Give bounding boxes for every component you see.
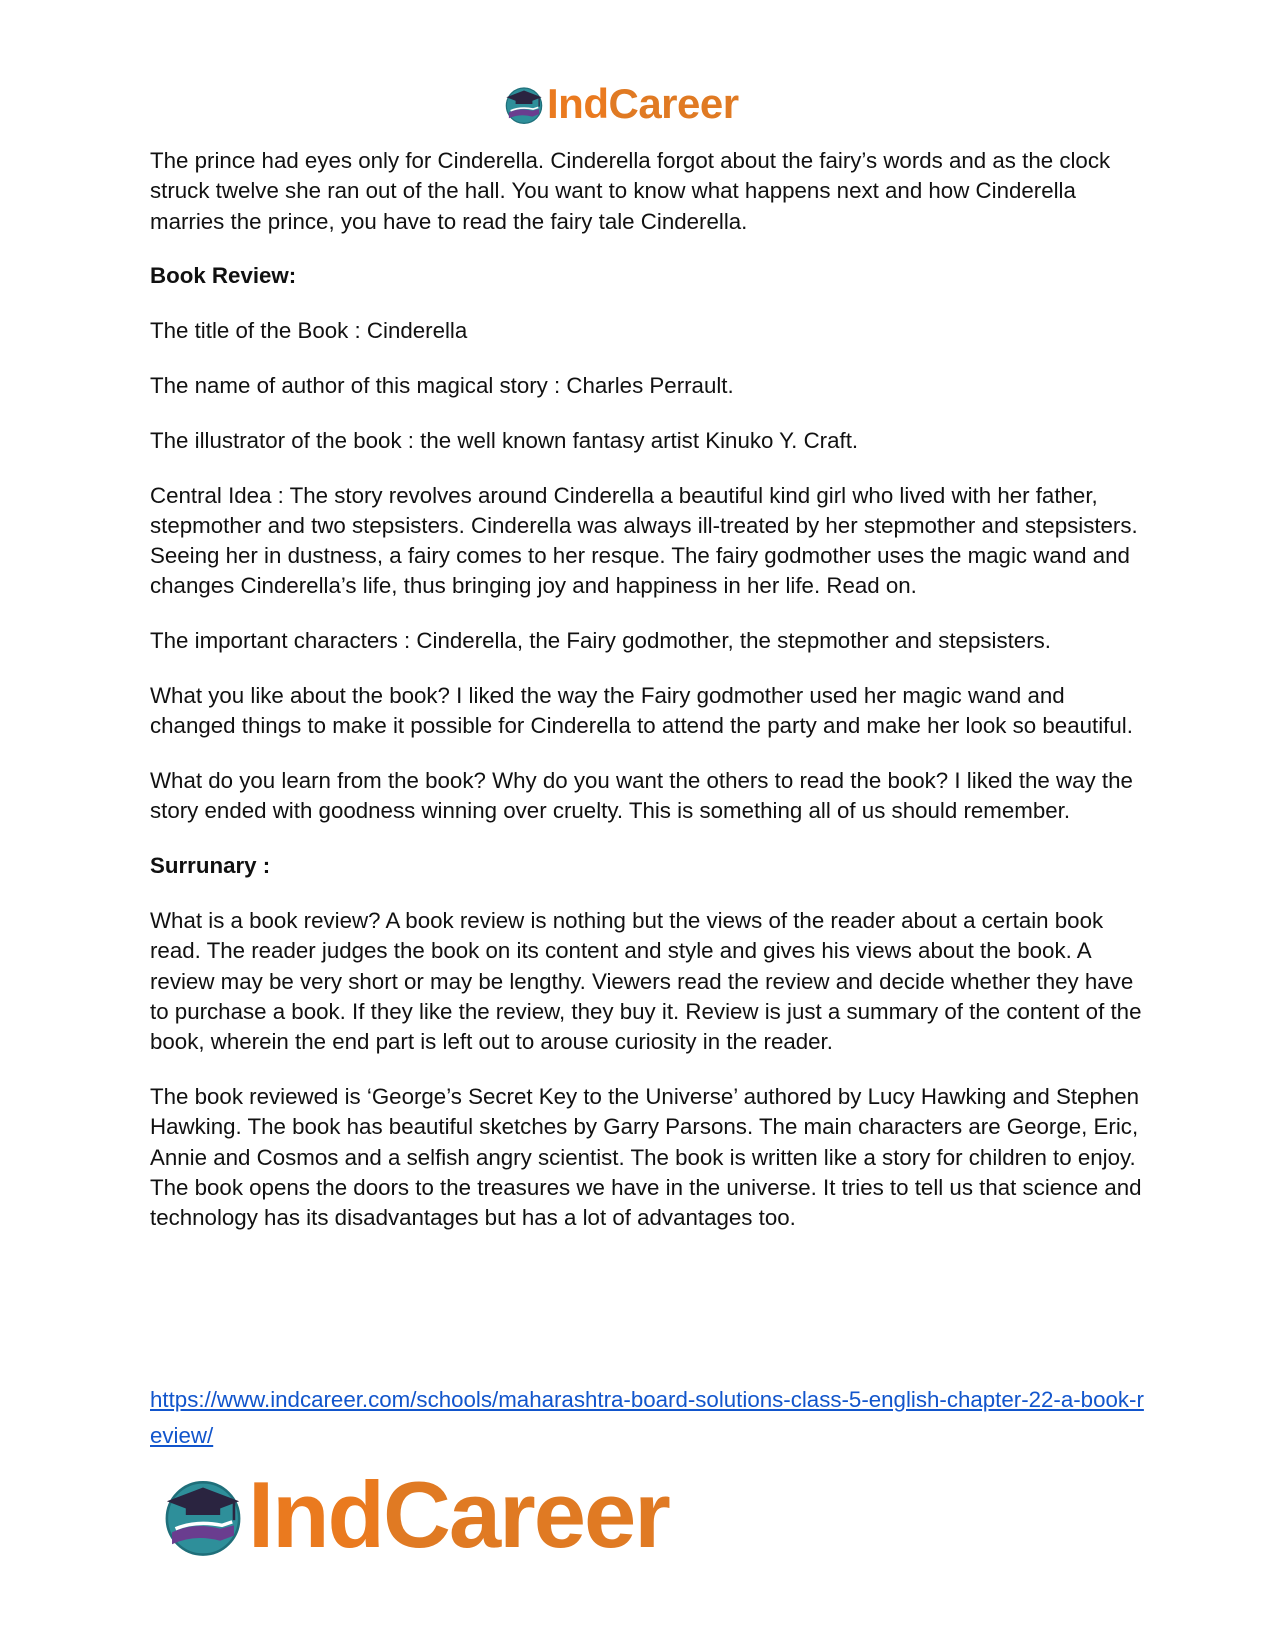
characters-line: The important characters : Cinderella, the Fairy godmother, the stepmother and stepsisters. [150,628,1051,654]
illustrator-line: The illustrator of the book : the well known fantasy artist Kinuko Y. Craft. [150,427,859,453]
brand-wordmark [547,80,739,127]
book-review-heading: Book Review: [150,263,297,289]
graduation-cap-globe-icon [160,1472,246,1558]
like-paragraph: What you like about the book? I liked the way the Fairy godmother used her magic wand and changed things to make it possible for Cinderella to attend the party and make her look so beautiful. [150,683,1133,739]
learn-paragraph: What do you learn from the book? Why do you want the others to read the book? I liked the way the story ended with goodness winning over cruelty. This is something all of us should remember. [150,768,1133,824]
book-title-line: The title of the Book : Cinderella [150,318,468,344]
summary-paragraph-1: What is a book review? A book review is nothing but the views of the reader about a certain book read. The reader judges the book on its content and style and gives his views about the book. A review may be very short or may be lengthy. Viewers read the review and decide whether they have to purchase a book. If they like the review, they buy it. Review is just a summary of the content of the book, wherein the end part is left out to arouse curiosity in the reader. [150,908,1142,1055]
brand-name-suffix: Career [608,80,739,127]
brand-name-prefix: Ind [248,1462,383,1567]
summary-paragraph-2: The book reviewed is ‘George’s Secret Key to the Universe’ authored by Lucy Hawking and Stephen Hawking. The book has beautiful sketches by Garry Parsons. The main characters are George, Eric, Annie and Cosmos and a selfish angry scientist. The book is written like a story for children to enjoy. The book opens the doors to the treasures we have in the universe. It tries to tell us that science and technology has its disadvantages but has a lot of advantages too. [150,1084,1142,1231]
top-logo [503,82,739,126]
brand-name-suffix: Career [382,1462,669,1567]
graduation-cap-globe-icon [503,83,545,125]
bottom-logo [160,1462,669,1567]
brand-name-prefix: Ind [547,80,609,127]
intro-paragraph: The prince had eyes only for Cinderella. Cinderella forgot about the fairy’s words and as the clock struck twelve she ran out of the hall. You want to know what happens next and how Cinderella marries the prince, you have to read the fairy tale Cinderella. [150,148,1111,234]
summary-heading: Surrunary : [150,853,271,879]
author-line: The name of author of this magical story : Charles Perrault. [150,372,734,398]
brand-wordmark [248,1462,669,1567]
source-link[interactable]: https://www.indcareer.com/schools/maharashtra-board-solutions-class-5-english-chapter-22-a-book-review/ [150,1387,1144,1448]
source-link-block [150,1382,1150,1454]
document-body [150,146,1150,1258]
central-idea-paragraph: Central Idea : The story revolves around Cinderella a beautiful kind girl who lived with her father, stepmother and two stepsisters. Cinderella was always ill-treated by her stepmother and stepsisters. Seeing her in dustness, a fairy comes to her resque. The fairy godmother uses the magic wand and changes Cinderella’s life, thus bringing joy and happiness in her life. Read on. [150,482,1138,599]
